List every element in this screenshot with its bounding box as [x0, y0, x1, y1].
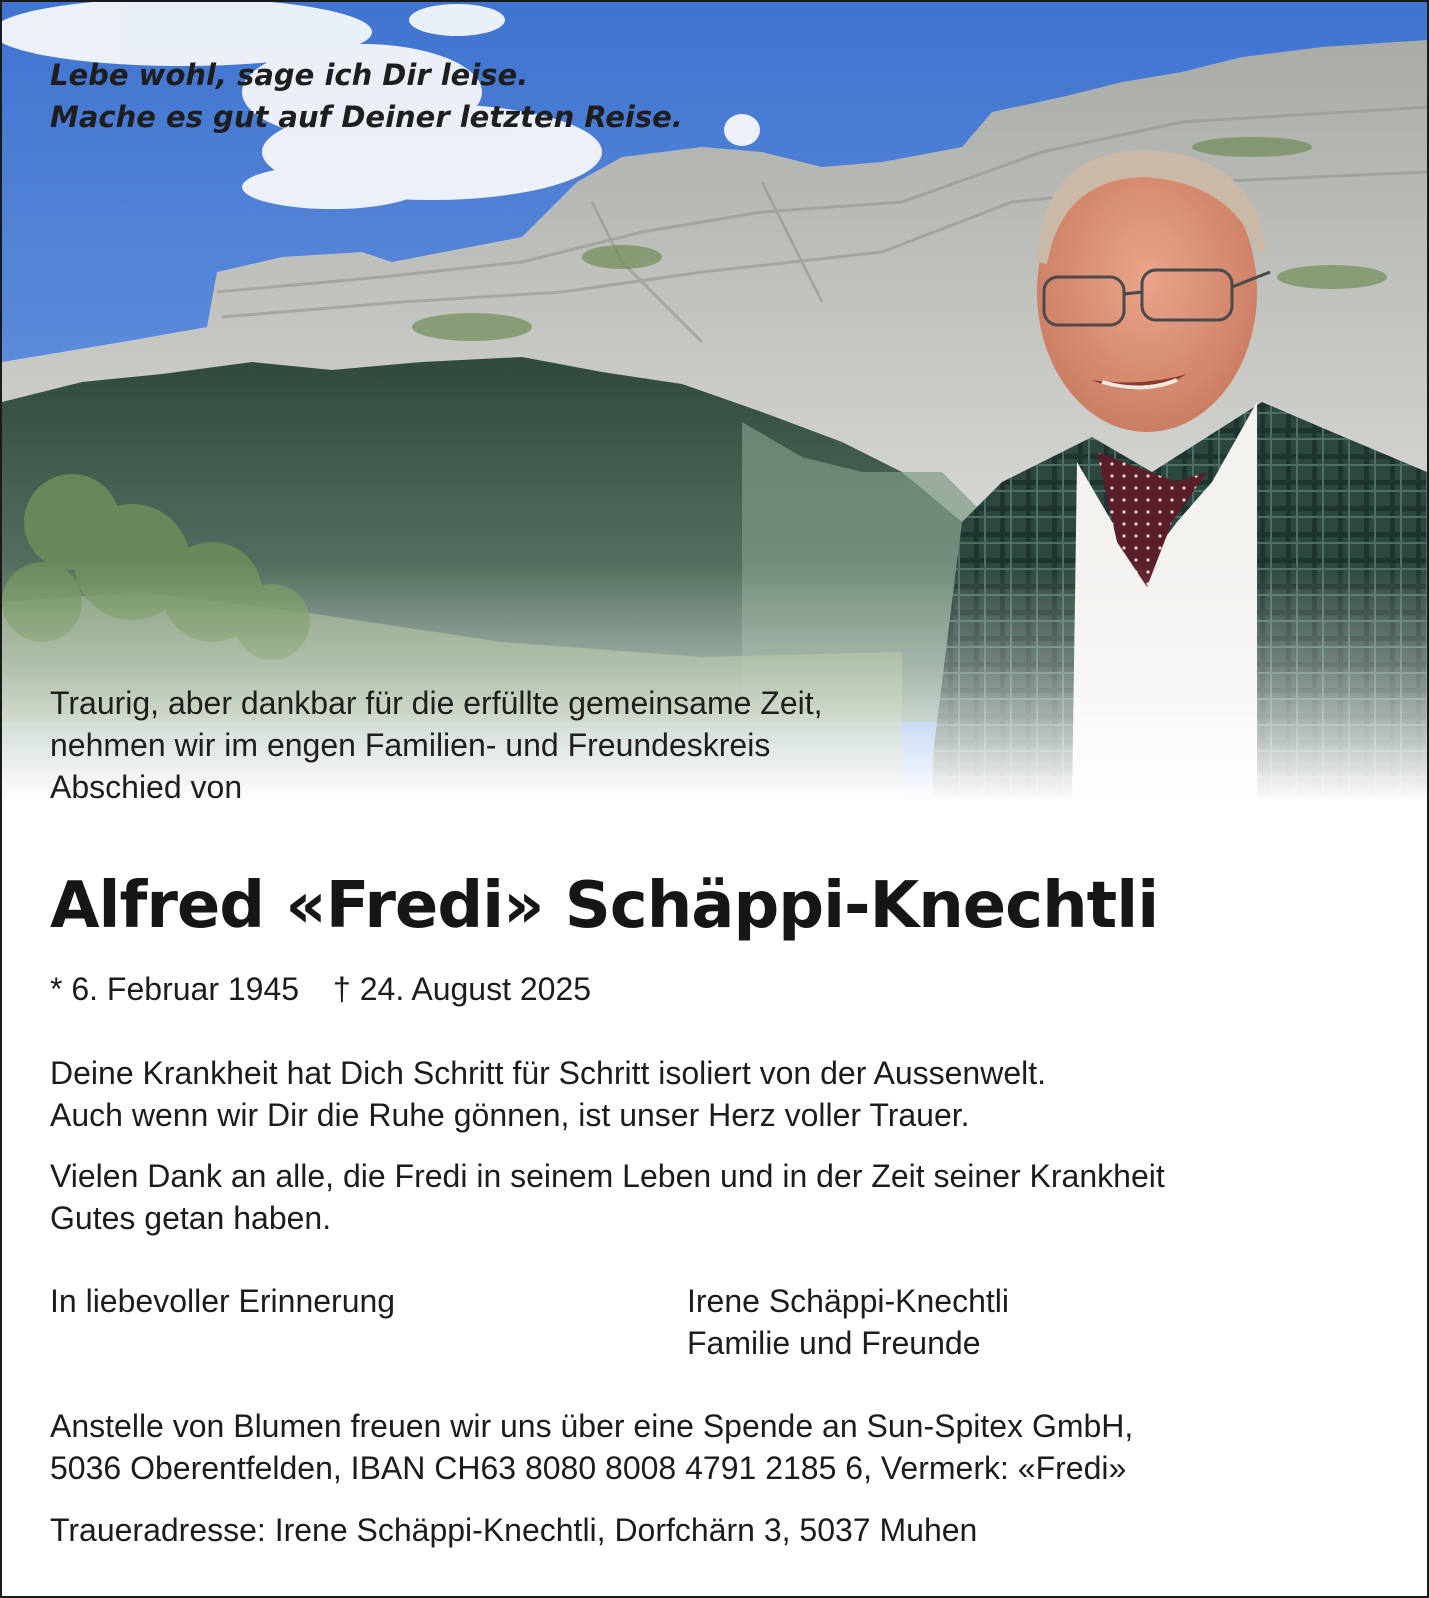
header-photo	[2, 2, 1427, 802]
message-paragraph	[50, 1052, 1046, 1136]
message-line-1: Deine Krankheit hat Dich Schritt für Schritt isoliert von der Aussenwelt.	[50, 1055, 1046, 1091]
mourning-address	[50, 1509, 977, 1551]
mourning-address-text: Traueradresse: Irene Schäppi-Knechtli, Dorfchärn 3, 5037 Muhen	[50, 1512, 978, 1548]
life-dates	[50, 968, 591, 1010]
mourner-1: Irene Schäppi-Knechtli	[687, 1283, 1009, 1319]
birth-date: * 6. Februar 1945	[50, 971, 300, 1007]
deceased-name: Alfred «Fredi» Schäppi-Knechtli	[50, 869, 1159, 943]
intro-text	[50, 682, 823, 802]
quote-line-2: Mache es gut auf Deiner letzten Reise.	[50, 100, 683, 134]
donation-line-2: 5036 Oberentfelden, IBAN CH63 8080 8008 4791 2185 6, Vermerk: «Fredi»	[50, 1450, 1127, 1486]
intro-line-2: nehmen wir im engen Familien- und Freundeskreis	[50, 727, 771, 763]
quote-line-1: Lebe wohl, sage ich Dir leise.	[50, 58, 529, 92]
memorial-quote	[50, 54, 683, 138]
donation-line-1: Anstelle von Blumen freuen wir uns über eine Spende an Sun-Spitex GmbH,	[50, 1408, 1134, 1444]
intro-line-3: Abschied von	[50, 769, 243, 802]
mourners-list	[687, 1280, 1009, 1364]
donation-paragraph	[50, 1405, 1133, 1489]
thanks-line-2: Gutes getan haben.	[50, 1200, 332, 1236]
intro-line-1: Traurig, aber dankbar für die erfüllte gemeinsame Zeit,	[50, 685, 823, 721]
mourner-2: Familie und Freunde	[687, 1325, 981, 1361]
closing-phrase: In liebevoller Erinnerung	[50, 1283, 396, 1319]
message-line-2: Auch wenn wir Dir die Ruhe gönnen, ist unser Herz voller Trauer.	[50, 1097, 970, 1133]
death-date: † 24. August 2025	[333, 971, 592, 1007]
thanks-line-1: Vielen Dank an alle, die Fredi in seinem Leben und in der Zeit seiner Krankheit	[50, 1158, 1165, 1194]
thanks-paragraph	[50, 1155, 1165, 1239]
